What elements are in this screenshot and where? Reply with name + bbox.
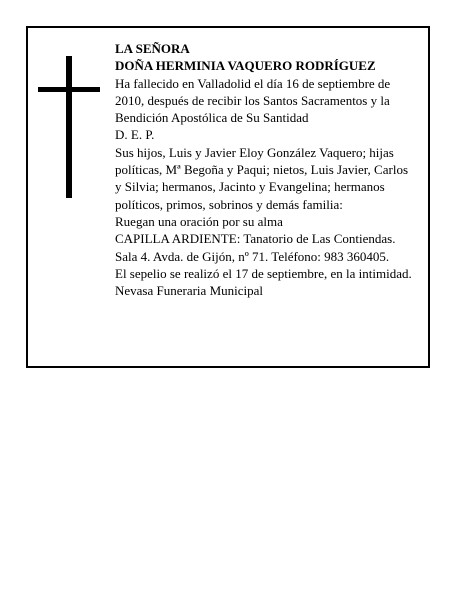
cross-vertical-bar [66, 56, 72, 198]
rip-line: D. E. P. [115, 127, 155, 143]
funeral-home: Nevasa Funeraria Municipal [115, 283, 264, 299]
prayer-request: Ruegan una oración por su alma [115, 213, 283, 229]
family-list: Sus hijos, Luis y Javier Eloy González Vaquero; hijas políticas, Mª Begoña y Paqui; nietos, Luis Javier, Carlos y Silvia; hermanos, Jacinto y Evangelina; hermanos políticos, primos, sobrinos y demás familia: [115, 144, 409, 212]
obituary-text [115, 40, 415, 299]
honorific: LA SEÑORA [115, 41, 190, 56]
burial-info: El sepelio se realizó el 17 de septiembre, en la intimidad. [115, 265, 412, 281]
cross-horizontal-bar [38, 87, 100, 92]
chapel-info: CAPILLA ARDIENTE: Tanatorio de Las Contiendas. Sala 4. Avda. de Gijón, nº 71. Teléfono: 983 360405. [115, 231, 396, 264]
deceased-name: DOÑA HERMINIA VAQUERO RODRÍGUEZ [115, 58, 376, 74]
death-statement: Ha fallecido en Valladolid el día 16 de septiembre de 2010, después de recibir los Santos Sacramentos y la Bendición Apostólica de Su Santidad [115, 75, 391, 126]
obituary-notice-frame [26, 26, 430, 368]
